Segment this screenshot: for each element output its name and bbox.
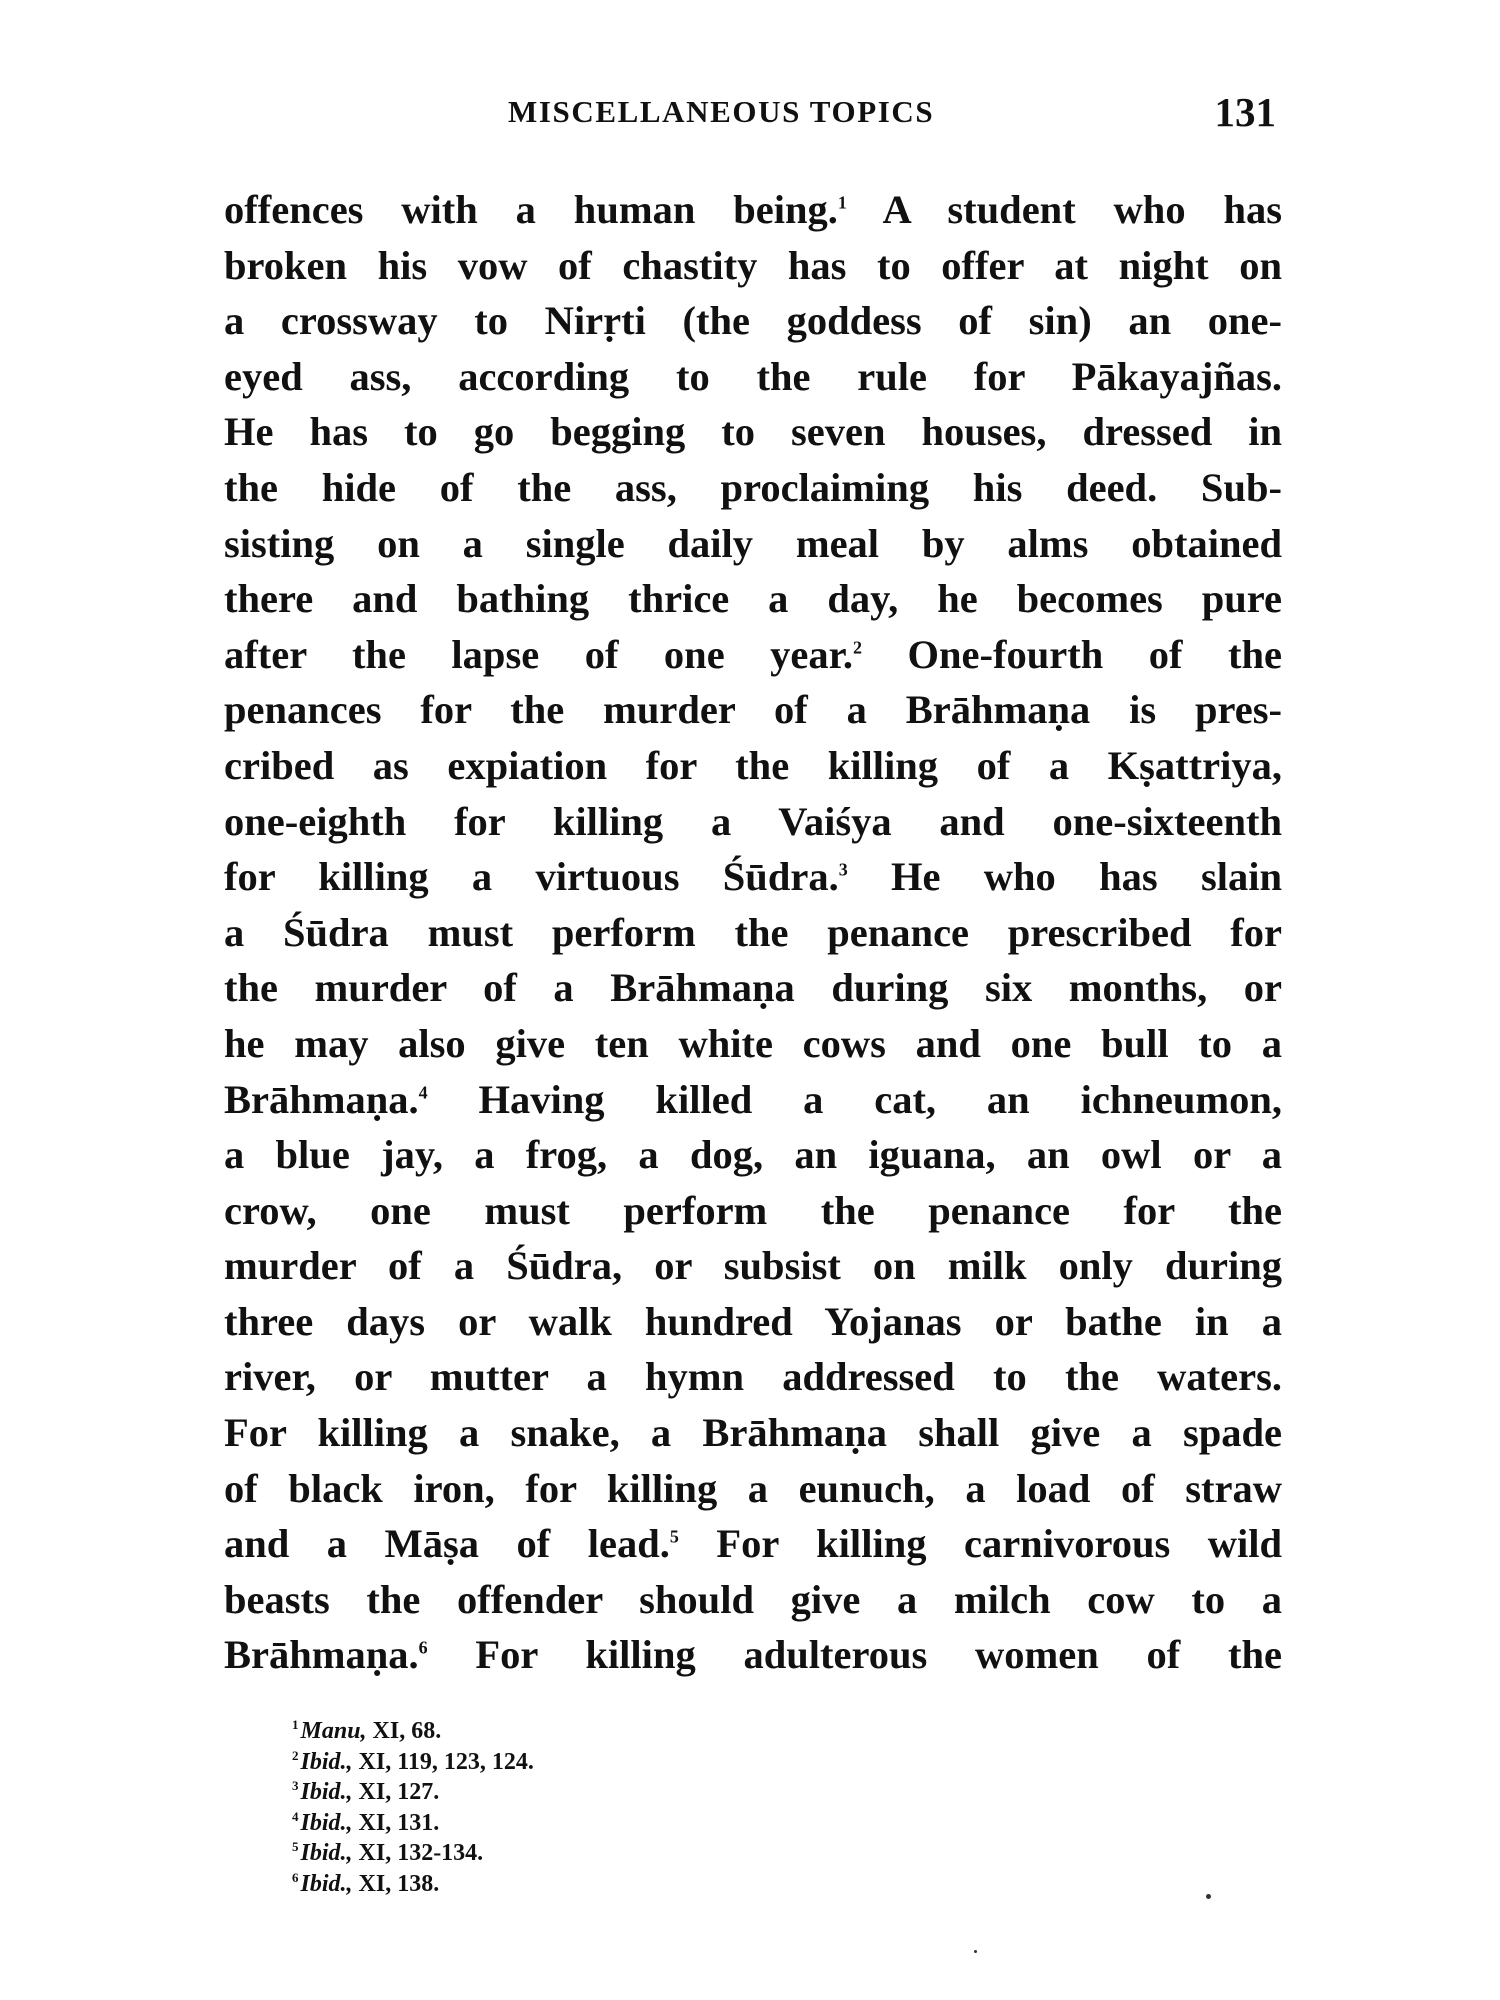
line-text: cribed as expiation for the killing of a Kṣattriya, <box>224 742 1282 788</box>
line-text: after the lapse of one year. <box>224 631 854 677</box>
text-line <box>224 682 1282 738</box>
footnote-number: 6 <box>292 1869 299 1885</box>
text-line <box>224 404 1282 460</box>
footnote-reference: XI, 68. <box>366 1718 442 1744</box>
line-text: the murder of a Brāhmaṇa during six months, or <box>224 965 1282 1011</box>
page-number: 131 <box>1214 89 1276 135</box>
line-text: penances for the murder of a Brāhmaṇa is pres- <box>224 687 1282 733</box>
footnotes <box>292 1716 812 1899</box>
line-text: He has to go begging to seven houses, dressed in <box>224 409 1282 455</box>
line-text-continued: Having killed a cat, an ichneumon, <box>427 1076 1282 1122</box>
line-text: Brāhmaṇa. <box>224 1632 419 1678</box>
footnote-source: Ibid., <box>300 1840 353 1866</box>
footnote-marker: 4 <box>418 1082 428 1102</box>
footnote-number: 2 <box>292 1747 299 1763</box>
page-header <box>224 88 1276 138</box>
text-line <box>224 293 1282 349</box>
text-line <box>224 1572 1282 1628</box>
line-text: and a Māṣa of lead. <box>224 1521 670 1567</box>
text-line <box>224 571 1282 627</box>
line-text: river, or mutter a hymn addressed to the waters. <box>224 1354 1282 1400</box>
text-line <box>224 1238 1282 1294</box>
body-text <box>224 182 1282 1683</box>
footnote-number: 5 <box>292 1839 299 1854</box>
text-line <box>224 516 1282 572</box>
footnote-reference: XI, 132-134. <box>352 1840 484 1866</box>
line-text: murder of a Śūdra, or subsist on milk only during <box>224 1243 1282 1289</box>
footnote-marker: 3 <box>838 859 848 880</box>
footnote-reference: XI, 131. <box>352 1809 440 1836</box>
line-text: for killing a virtuous Śūdra. <box>224 854 839 900</box>
footnote-marker: 6 <box>418 1637 428 1658</box>
footnote-reference: XI, 138. <box>352 1870 440 1897</box>
print-speck <box>974 1950 977 1953</box>
line-text-continued: He who has slain <box>847 854 1282 900</box>
footnote-source: Ibid., <box>300 1870 353 1897</box>
footnote <box>292 1716 812 1747</box>
text-line <box>224 627 1282 683</box>
footnote <box>292 1838 812 1869</box>
footnote-source: Manu, <box>300 1718 367 1744</box>
running-head: MISCELLANEOUS TOPICS <box>508 94 935 129</box>
line-text: he may also give ten white cows and one bull to a <box>224 1020 1282 1066</box>
line-text-continued: One-fourth of the <box>862 631 1282 677</box>
line-text-continued: A student who has <box>846 187 1282 232</box>
text-line <box>224 738 1282 794</box>
text-line <box>224 960 1282 1016</box>
text-line <box>224 1183 1282 1239</box>
text-line <box>224 238 1282 294</box>
line-text-continued: For killing adulterous women of the <box>427 1632 1282 1678</box>
line-text: broken his vow of chastity has to offer at night on <box>224 242 1282 288</box>
line-text: three days or walk hundred Yojanas or bathe in a <box>224 1298 1282 1344</box>
text-line <box>224 1016 1282 1072</box>
line-text: one-eighth for killing a Vaiśya and one-sixteenth <box>224 798 1282 844</box>
line-text: a blue jay, a frog, a dog, an iguana, an owl or a <box>224 1132 1282 1178</box>
footnote-number: 1 <box>292 1717 299 1732</box>
text-line <box>224 1461 1282 1517</box>
footnote <box>292 1777 812 1808</box>
line-text: a Śūdra must perform the penance prescribed for <box>224 909 1282 955</box>
footnote-reference: XI, 127. <box>352 1779 440 1805</box>
footnote <box>292 1747 812 1778</box>
line-text: the hide of the ass, proclaiming his deed. Sub- <box>224 464 1282 510</box>
text-line <box>224 1127 1282 1183</box>
text-line <box>224 1294 1282 1350</box>
line-text: of black iron, for killing a eunuch, a load of straw <box>224 1465 1282 1511</box>
line-text: sisting on a single daily meal by alms obtained <box>224 520 1282 566</box>
line-text: eyed ass, according to the rule for Pākayajñas. <box>224 353 1282 399</box>
footnote-source: Ibid., <box>300 1809 353 1836</box>
footnote-marker: 1 <box>837 192 847 213</box>
footnote <box>292 1808 812 1839</box>
text-line <box>224 1349 1282 1405</box>
line-text: a crossway to Nirṛti (the goddess of sin) an one- <box>224 298 1282 344</box>
text-line <box>224 1405 1282 1461</box>
line-text: offences with a human being. <box>224 187 838 232</box>
footnote-number: 3 <box>292 1778 299 1793</box>
footnote-source: Ibid., <box>300 1748 353 1775</box>
text-line <box>224 1072 1282 1128</box>
footnote-reference: XI, 119, 123, 124. <box>352 1748 534 1775</box>
line-text-continued: For killing carnivorous wild <box>678 1521 1283 1567</box>
footnote-number: 4 <box>292 1808 299 1824</box>
line-text: beasts the offender should give a milch cow to a <box>224 1576 1282 1622</box>
line-text: Brāhmaṇa. <box>224 1076 419 1122</box>
print-speck <box>1206 1894 1211 1899</box>
text-line <box>224 794 1282 850</box>
line-text: there and bathing thrice a day, he becomes pure <box>224 576 1282 622</box>
text-line <box>224 1516 1282 1572</box>
footnote-marker: 2 <box>853 637 863 658</box>
line-text: For killing a snake, a Brāhmaṇa shall give a spade <box>224 1410 1282 1456</box>
text-line <box>224 905 1282 961</box>
text-line <box>224 460 1282 516</box>
text-line <box>224 1627 1282 1683</box>
text-line <box>224 182 1282 238</box>
line-text: crow, one must perform the penance for the <box>224 1187 1282 1233</box>
footnote-source: Ibid., <box>300 1779 353 1805</box>
text-line <box>224 849 1282 905</box>
footnote <box>292 1869 812 1900</box>
footnote-marker: 5 <box>669 1526 679 1547</box>
text-line <box>224 349 1282 405</box>
